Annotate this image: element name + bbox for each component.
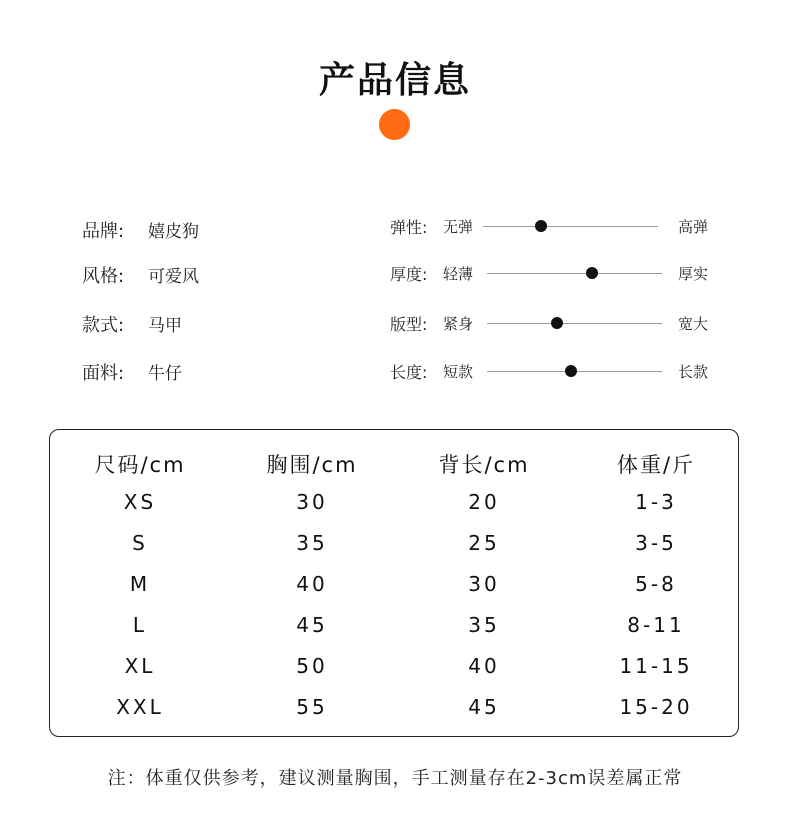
- table-cell: 30: [296, 490, 328, 514]
- info-row-type: [82, 311, 182, 337]
- attribute-high-label: 高弹: [678, 218, 709, 236]
- table-cell: 25: [468, 531, 500, 555]
- info-value: 可爱风: [148, 267, 199, 287]
- attribute-low-label: 轻薄: [443, 265, 474, 283]
- info-value: 牛仔: [148, 364, 182, 384]
- table-cell: S: [132, 531, 148, 555]
- table-cell: 20: [468, 490, 500, 514]
- table-cell: 11-15: [619, 654, 693, 678]
- attribute-low-label: 无弹: [443, 218, 474, 236]
- table-cell: 1-3: [635, 490, 677, 514]
- attribute-indicator: [565, 365, 577, 377]
- table-header-cell: 体重/斤: [616, 453, 696, 477]
- size-note: 注：体重仅供参考，建议测量胸围，手工测量存在2-3cm误差属正常: [107, 768, 683, 789]
- table-header-cell: 尺码/cm: [94, 453, 186, 477]
- table-cell: 55: [296, 695, 328, 719]
- table-cell: 40: [296, 572, 328, 596]
- table-cell: 8-11: [627, 613, 685, 637]
- table-cell: XXL: [116, 695, 164, 719]
- attribute-label: 版型:: [390, 315, 428, 334]
- info-label: 面料:: [82, 363, 125, 384]
- table-cell: L: [132, 613, 148, 637]
- table-cell: 45: [468, 695, 500, 719]
- attribute-high-label: 宽大: [678, 315, 709, 333]
- attribute-thickness: [390, 262, 720, 286]
- attribute-length: [390, 360, 720, 384]
- accent-dot: [379, 109, 410, 140]
- attribute-label: 弹性:: [390, 218, 428, 237]
- attribute-indicator: [551, 317, 563, 329]
- attribute-indicator: [586, 267, 598, 279]
- table-cell: 30: [468, 572, 500, 596]
- table-cell: 45: [296, 613, 328, 637]
- attribute-label: 厚度:: [390, 265, 428, 284]
- table-header-cell: 背长/cm: [438, 453, 530, 477]
- attribute-low-label: 紧身: [443, 315, 474, 333]
- attribute-high-label: 长款: [678, 363, 709, 381]
- info-label: 款式:: [82, 315, 125, 336]
- table-cell: 40: [468, 654, 500, 678]
- table-cell: 5-8: [635, 572, 677, 596]
- size-table: [49, 429, 739, 737]
- attribute-low-label: 短款: [443, 363, 474, 381]
- table-header-cell: 胸围/cm: [266, 453, 358, 477]
- info-value: 嬉皮狗: [148, 222, 199, 242]
- attribute-track: [487, 273, 662, 274]
- attribute-high-label: 厚实: [678, 265, 709, 283]
- table-cell: 3-5: [635, 531, 677, 555]
- attribute-label: 长度:: [390, 363, 428, 382]
- attribute-fit: [390, 312, 720, 336]
- table-cell: M: [129, 572, 151, 596]
- table-cell: 50: [296, 654, 328, 678]
- page-title: 产品信息: [318, 60, 471, 101]
- table-cell: 15-20: [619, 695, 693, 719]
- info-label: 风格:: [82, 266, 125, 287]
- attribute-indicator: [535, 220, 547, 232]
- attribute-track: [483, 226, 658, 227]
- info-value: 马甲: [148, 316, 182, 336]
- info-label: 品牌:: [82, 221, 125, 242]
- table-cell: XS: [123, 490, 157, 514]
- table-cell: 35: [296, 531, 328, 555]
- attribute-track: [487, 323, 662, 324]
- table-cell: 35: [468, 613, 500, 637]
- attribute-elasticity: [390, 215, 720, 239]
- info-row-style: [82, 262, 199, 288]
- table-cell: XL: [124, 654, 156, 678]
- info-row-fabric: [82, 359, 182, 385]
- info-row-brand: [82, 217, 199, 243]
